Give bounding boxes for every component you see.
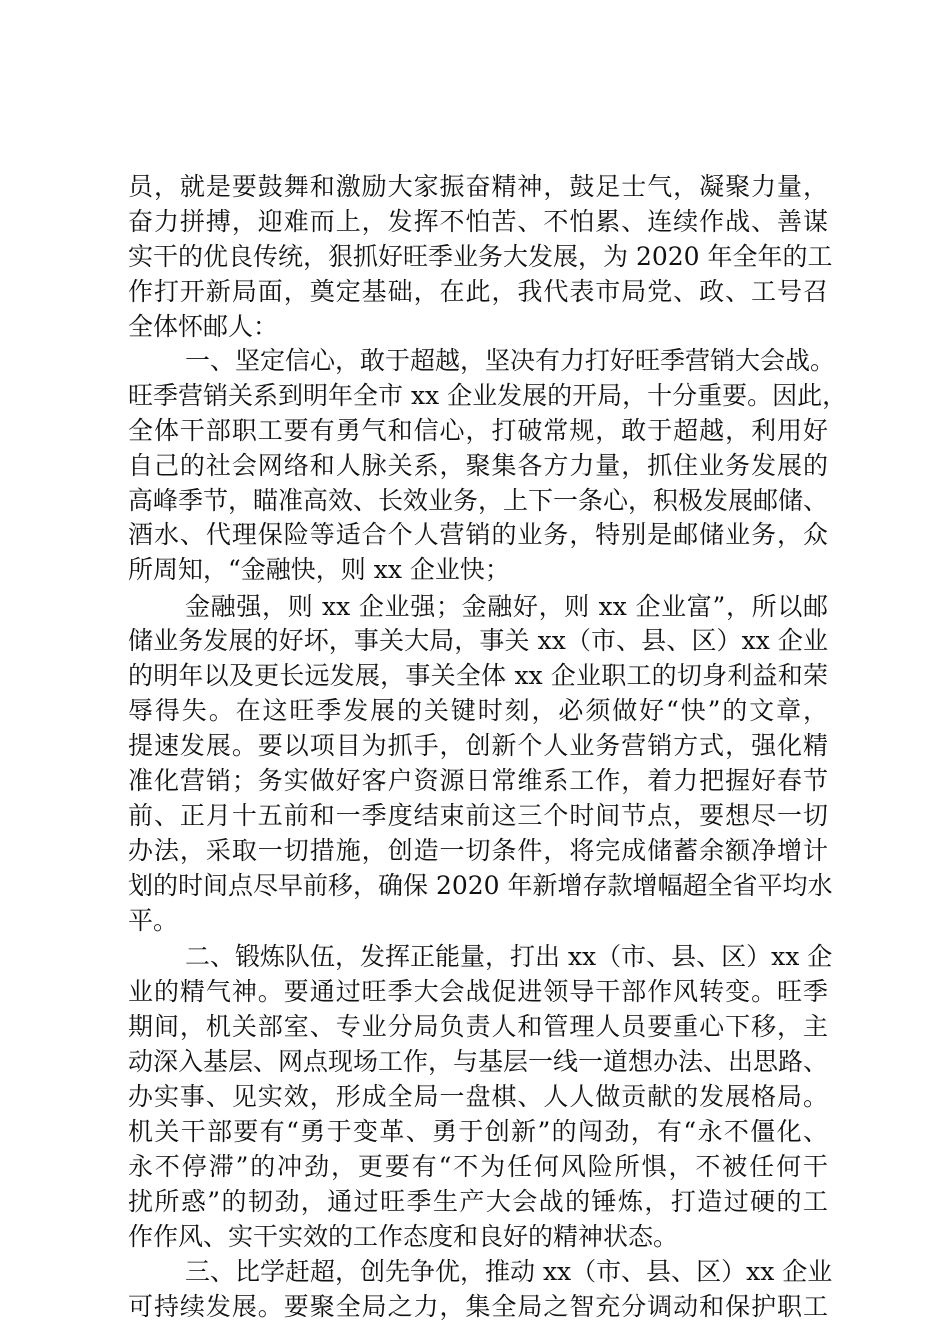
text-line: 作打开新局面，奠定基础，在此，我代表市局党、政、工号召	[128, 277, 828, 306]
text-line: 永不停滞”的冲劲，更要有“不为任何风险所惧，不被任何干	[128, 1152, 828, 1181]
text-line: 所周知，“金融快，则 xx 企业快；	[128, 555, 510, 584]
text-line: 前、正月十五前和一季度结束前这三个时间节点，要想尽一切	[128, 801, 828, 830]
text-line: 提速发展。要以项目为抓手，创新个人业务营销方式，强化精	[128, 731, 828, 760]
text-line: 员，就是要鼓舞和激励大家振奋精神，鼓足士气，凝聚力量，	[128, 172, 828, 201]
text-line: 辱得失。在这旺季发展的关键时刻，必须做好“快”的文章，	[128, 696, 828, 725]
text-line: 酒水、代理保险等适合个人营销的业务，特别是邮储业务，众	[128, 520, 828, 549]
text-line: 业的精气神。要通过旺季大会战促进领导干部作风转变。旺季	[128, 977, 828, 1006]
text-line: 全体干部职工要有勇气和信心，打破常规，敢于超越，利用好	[128, 416, 828, 445]
text-line: 实干的优良传统，狠抓好旺季业务大发展，为 2020 年全年的工	[128, 242, 833, 271]
text-line: 动深入基层、网点现场工作，与基层一线一道想办法、出思路、	[128, 1047, 829, 1076]
text-line: 作作风、实干实效的工作态度和良好的精神状态。	[128, 1222, 679, 1251]
text-line: 奋力拼搏，迎难而上，发挥不怕苦、不怕累、连续作战、善谋	[128, 207, 828, 236]
text-line: 办实事、见实效，形成全局一盘棋、人人做贡献的发展格局。	[128, 1082, 828, 1111]
text-line: 的明年以及更长远发展，事关全体 xx 企业职工的切身利益和荣	[128, 661, 828, 690]
text-line: 金融强，则 xx 企业强；金融好，则 xx 企业富”，所以邮	[185, 592, 828, 621]
text-line: 旺季营销关系到明年全市 xx 企业发展的开局，十分重要。因此，	[128, 381, 848, 410]
text-line: 期间，机关部室、专业分局负责人和管理人员要重心下移，主	[128, 1012, 828, 1041]
text-line: 划的时间点尽早前移，确保 2020 年新增存款增幅超全省平均水	[128, 871, 833, 900]
paragraph-heading-line: 一、坚定信心，敢于超越，坚决有力打好旺季营销大会战。	[185, 346, 836, 375]
paragraph-heading-line: 二、锻炼队伍，发挥正能量，打出 xx（市、县、区）xx 企	[185, 942, 833, 971]
text-line: 扰所惑”的韧劲，通过旺季生产大会战的锤炼，打造过硬的工	[128, 1187, 828, 1216]
text-line: 办法，采取一切措施，创造一切条件，将完成储蓄余额净增计	[128, 836, 828, 865]
paragraph-heading-line: 三、比学赶超，创先争优，推动 xx（市、县、区）xx 企业	[185, 1257, 833, 1286]
text-line: 平。	[128, 906, 179, 935]
text-line: 储业务发展的好坏，事关大局，事关 xx（市、县、区）xx 企业	[128, 626, 828, 655]
text-line: 可持续发展。要聚全局之力，集全局之智充分调动和保护职工	[128, 1292, 828, 1321]
text-line: 自己的社会网络和人脉关系，聚集各方力量，抓住业务发展的	[128, 451, 828, 480]
text-line: 高峰季节，瞄准高效、长效业务，上下一条心，积极发展邮储、	[128, 486, 829, 515]
text-line: 准化营销；务实做好客户资源日常维系工作，着力把握好春节	[128, 766, 828, 795]
text-line: 机关干部要有“勇于变革、勇于创新”的闯劲，有“永不僵化、	[128, 1117, 828, 1146]
text-line: 全体怀邮人：	[128, 312, 279, 341]
